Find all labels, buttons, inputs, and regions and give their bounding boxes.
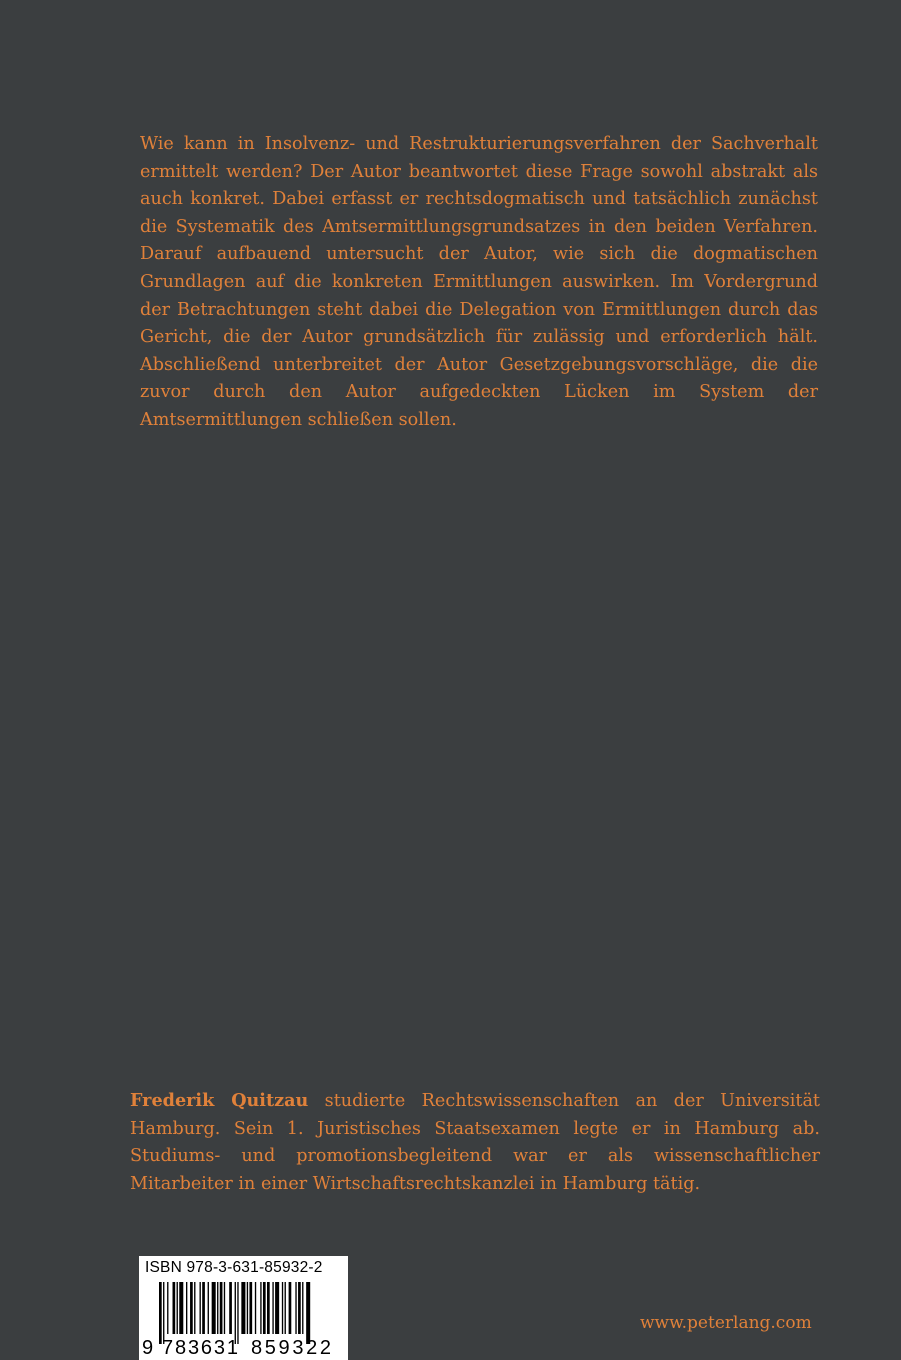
barcode-bar [285,1282,286,1334]
author-bio-text: studierte Rechtswissenschaften an der Universität Hamburg. Sein 1. Juristisches Staatsexamen legte er in Hamburg ab. Studiums- und promotionsbegleitend war er als wissenschaftlicher Mitarbeiter in einer Wirtschaftsrechtskanzlei in Hamburg tätig. [130,1091,820,1194]
barcode-bar [190,1282,193,1334]
barcode-bar [306,1282,310,1344]
barcode-bar [163,1282,164,1344]
isbn-barcode-box [139,1256,348,1360]
author-name: Frederik Quitzau [130,1090,309,1111]
barcode-bar [167,1282,168,1334]
barcode-bar [217,1282,218,1334]
isbn-label: ISBN 978-3-631-85932-2 [145,1259,323,1276]
barcode-bar [235,1282,236,1344]
barcode-bar [298,1282,301,1334]
barcode-bar [208,1282,209,1334]
barcode-bar [177,1282,178,1334]
barcode-digit-first: 9 [142,1337,154,1359]
barcode-bar [173,1282,176,1334]
barcode-icon [139,1280,348,1360]
barcode-bar [202,1282,205,1334]
barcode-bar [186,1282,187,1334]
publisher-url[interactable]: www.peterlang.com [640,1313,812,1333]
barcode-bar [220,1282,223,1334]
book-blurb: Wie kann in Insolvenz- und Restrukturierungsverfahren der Sachverhalt ermittelt werden? Der Autor beantwortet diese Frage sowohl abstrakt als auch konkret. Dabei erfasst er rechtsdogmatisch und tatsächlich zunächst die Systematik des Amtsermittlungsgrundsatzes in den beiden Verfahren. Darauf aufbauend untersucht der Autor, wie sich die dogmatischen Grundlagen auf die konkreten Ermittlungen auswirken. Im Vordergrund der Betrachtungen steht dabei die Delegation von Ermittlungen durch das Gericht, die der Autor grundsätzlich für zulässig und erforderlich hält. Abschließend unterbreitet der Autor Gesetzgebungsvorschläge, die die zuvor durch den Autor aufgedeckten Lücken im System der Amtsermittlungen schließen sollen. [140,134,818,430]
barcode-bar [295,1282,296,1334]
barcode-bar [179,1282,183,1334]
barcode-bar [275,1282,279,1334]
barcode-bar [267,1282,270,1334]
barcode-bar [247,1282,248,1334]
barcode-bar [241,1282,245,1334]
barcode-bar [302,1282,303,1334]
barcode-bar [282,1282,283,1334]
barcode-bar [224,1282,225,1334]
barcode-bar [229,1282,232,1334]
barcode-bar [272,1282,273,1334]
barcode-bar [263,1282,266,1334]
barcode-bar [237,1282,238,1344]
author-bio [130,1087,820,1198]
barcode-bar [255,1282,256,1334]
barcode-bar [249,1282,252,1334]
barcode-digits-right: 859322 [251,1337,331,1359]
barcode-bar [159,1282,162,1344]
barcode-bar [194,1282,195,1334]
barcode-bar [289,1282,292,1334]
barcode-bar [212,1282,216,1334]
barcode-digits-left: 783631 [162,1337,238,1359]
barcode-bar [260,1282,261,1334]
barcode-bar [200,1282,201,1334]
